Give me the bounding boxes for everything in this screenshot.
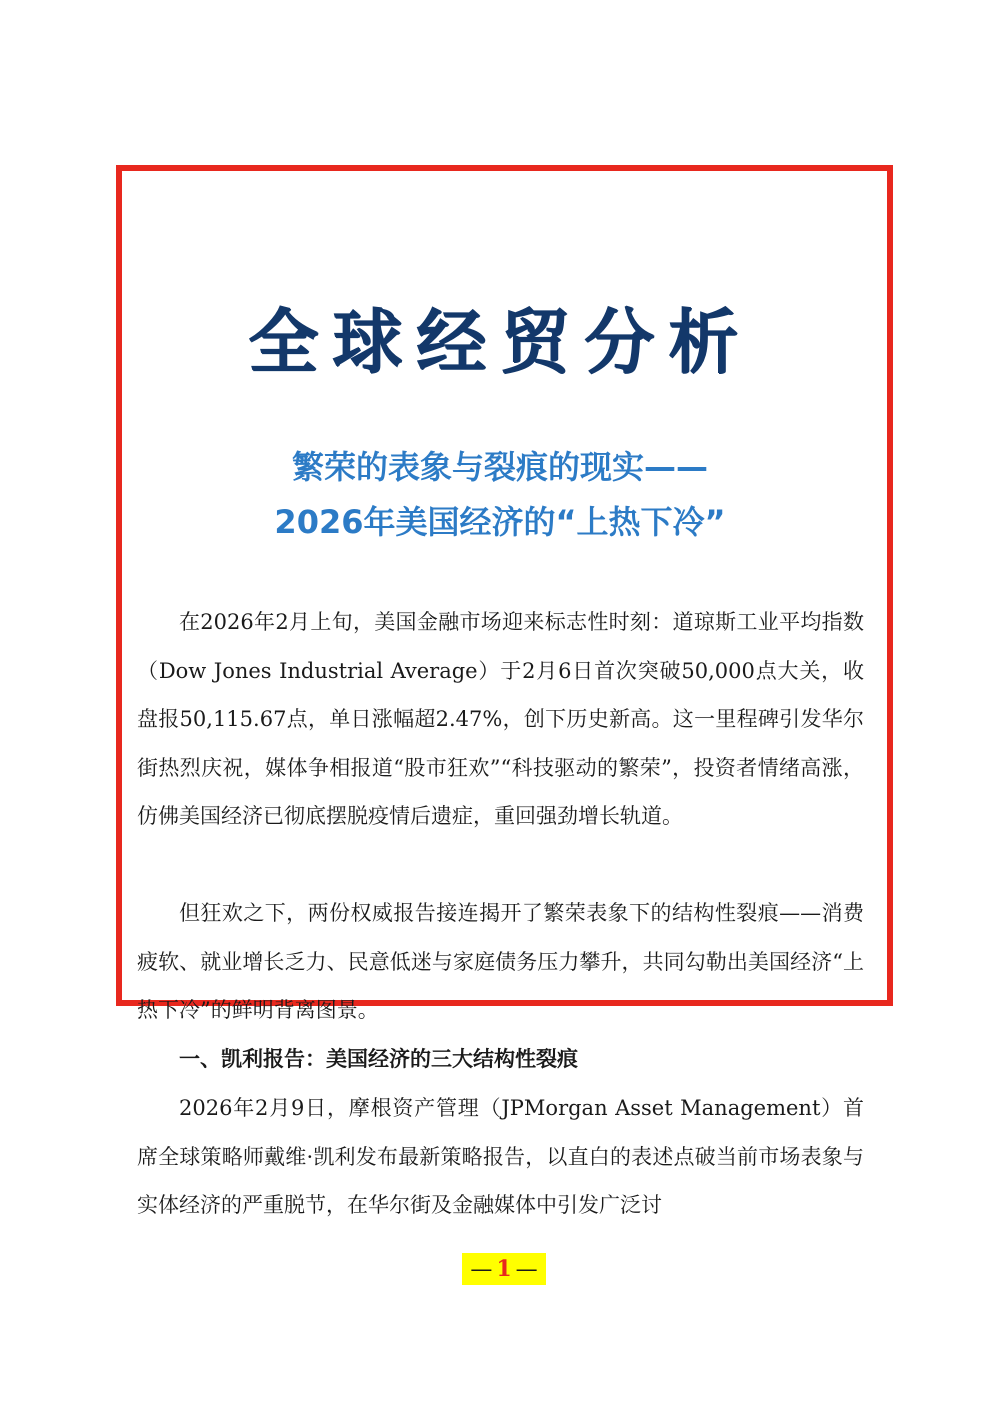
page-border-frame (116, 165, 893, 1006)
page-number-dash-left: — (470, 1257, 493, 1282)
masthead-title: 全球经贸分析 (248, 300, 752, 383)
page-number: 1 (496, 1256, 512, 1282)
paragraph-2: 但狂欢之下，两份权威报告接连揭开了繁荣表象下的结构性裂痕——消费疲软、就业增长乏力、民意低迷与家庭债务压力攀升，共同勾勒出美国经济“上热下冷”的鲜明背离图景。 (137, 901, 864, 1022)
article-title-line-2: 2026年美国经济的“上热下冷” (274, 503, 726, 541)
paragraph-3: 2026年2月9日，摩根资产管理（JPMorgan Asset Management）首席全球策略师戴维·凯利发布最新策略报告，以直白的表述点破当前市场表象与实体经济的严重脱节，在华尔街及金融媒体中引发广泛讨 (137, 1096, 864, 1217)
article-title-line-1: 繁荣的表象与裂痕的现实—— (291, 448, 708, 486)
paragraph-1: 在2026年2月上旬，美国金融市场迎来标志性时刻：道琼斯工业平均指数（Dow Jones Industrial Average）于2月6日首次突破50,000点大关，收盘报50,115.67点，单日涨幅超2.47%，创下历史新高。这一里程碑引发华尔街热烈庆祝，媒体争相报道“股市狂欢”“科技驱动的繁荣”，投资者情绪高涨，仿佛美国经济已彻底摆脱疫情后遗症，重回强劲增长轨道。 (137, 610, 864, 828)
page-number-badge (462, 1253, 546, 1285)
page-number-dash-right: — (515, 1257, 538, 1282)
section-heading-1: 一、凯利报告：美国经济的三大结构性裂痕 (179, 1047, 578, 1071)
